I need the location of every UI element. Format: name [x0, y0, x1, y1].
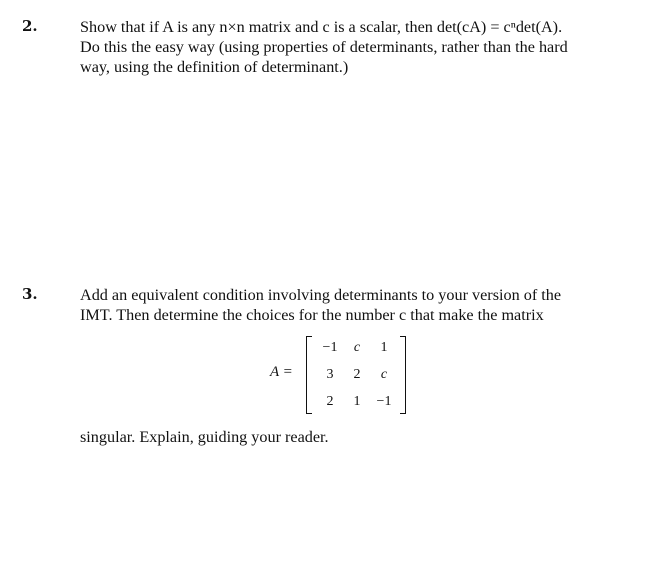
problem-3-closing-line: singular. Explain, guiding your reader. — [80, 428, 329, 446]
problem-2-line-3: way, using the definition of determinant.) — [80, 58, 349, 76]
matrix-cell: −1 — [322, 340, 338, 355]
matrix-cell: c — [353, 340, 361, 355]
matrix-cell: 1 — [380, 340, 388, 355]
matrix-cell: c — [380, 367, 388, 382]
matrix-left-bracket — [306, 336, 312, 414]
problem-3-line-2: IMT. Then determine the choices for the number c that make the matrix — [80, 306, 544, 324]
problem-2-number: 2. — [22, 17, 38, 35]
matrix-cell: −1 — [376, 394, 392, 409]
matrix-cell: 2 — [353, 367, 361, 382]
matrix-cell: 2 — [326, 394, 334, 409]
problem-3-number: 3. — [22, 285, 38, 303]
matrix-a — [270, 334, 420, 416]
problem-3-closing — [80, 427, 620, 447]
problem-3-text — [80, 285, 620, 325]
matrix-cell: 3 — [326, 367, 334, 382]
matrix-label: A = — [270, 364, 293, 380]
matrix-cell: 1 — [353, 394, 361, 409]
problem-2-line-1: Show that if A is any n×n matrix and c is a scalar, then det(cA) = cⁿdet(A). — [80, 18, 563, 36]
problem-2-text — [80, 17, 620, 77]
problem-2-line-2: Do this the easy way (using properties of determinants, rather than the hard — [80, 38, 568, 56]
matrix-right-bracket — [400, 336, 406, 414]
problem-3-line-1: Add an equivalent condition involving determinants to your version of the — [80, 286, 562, 304]
